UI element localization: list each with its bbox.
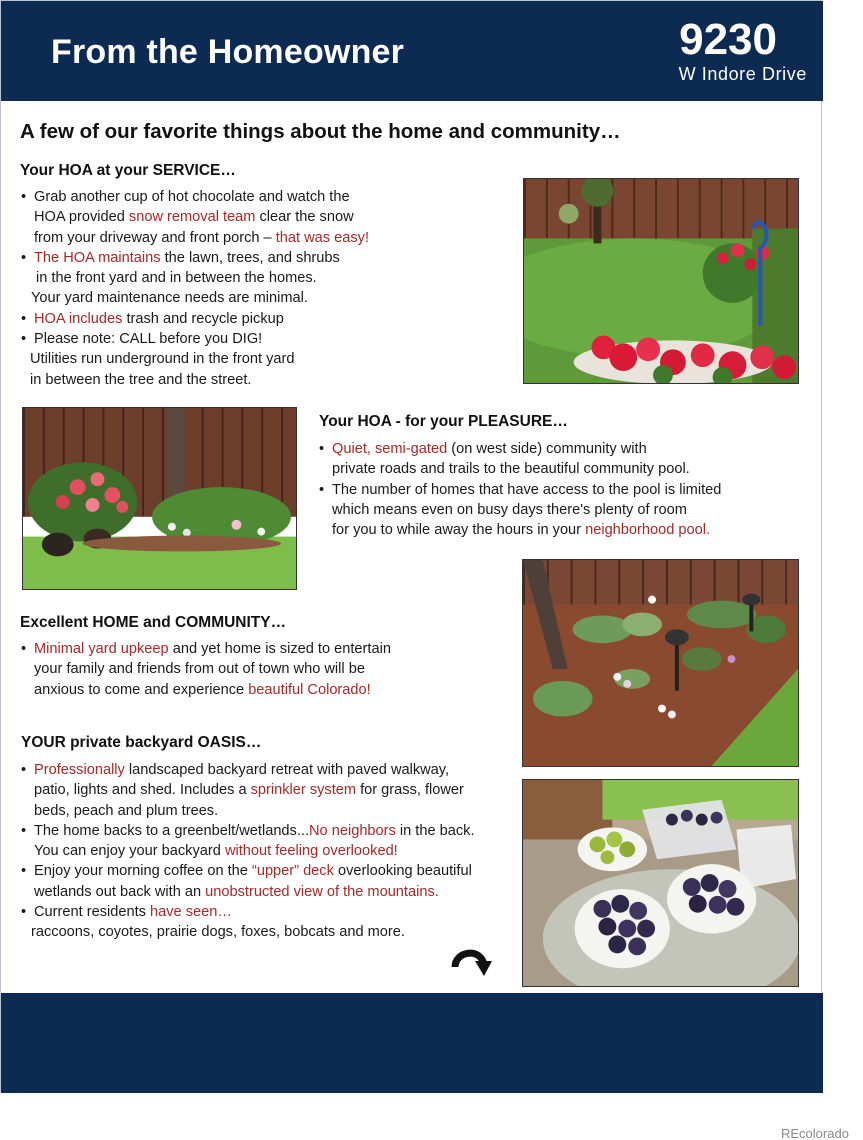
photo-side-garden [22,407,297,590]
page-title: From the Homeowner [51,33,405,71]
curved-arrow-down-icon [451,943,493,977]
list-item: • Please note: CALL before you DIG! Utilities run underground in the front yard in between the tree and the street. [20,329,510,390]
community-heading: Excellent HOME and COMMUNITY… [20,614,287,631]
community-list [20,639,510,700]
list-item: • Grab another cup of hot chocolate and watch the HOA provided snow removal team clear the snow from your driveway and front porch – that was easy! [20,187,510,248]
list-item: • Current residents have seen… raccoons, coyotes, prairie dogs, foxes, bobcats and more. [20,902,520,943]
list-item: • The number of homes that have access to the pool is limited which means even on busy days there's plenty of room for you to while away the hours in your neighborhood pool. [318,480,818,541]
list-item: • The home backs to a greenbelt/wetlands...No neighbors in the back. You can enjoy your backyard without feeling overlooked! [20,821,520,862]
list-item: • Minimal yard upkeep and yet home is sized to entertain your family and friends from out of town who will be anxious to come and experience beautiful Colorado! [20,639,510,700]
photo-flower-bed [522,559,799,767]
list-item: • The HOA maintains the lawn, trees, and shrubs in the front yard and in between the homes. Your yard maintenance needs are minimal. [20,248,510,309]
address-street: W Indore Drive [678,64,807,84]
photo-plum-harvest [522,779,799,987]
footer-banner [1,993,823,1093]
watermark-text: REcolorado [781,1126,849,1140]
service-heading: Your HOA at your SERVICE… [20,162,236,179]
list-item: • Quiet, semi-gated (on west side) community with private roads and trails to the beautiful community pool. [318,439,818,480]
oasis-list [20,760,520,943]
header-banner [1,1,823,101]
photo-front-garden [523,178,799,384]
list-item: • HOA includes trash and recycle pickup [20,309,510,329]
oasis-heading: YOUR private backyard OASIS… [21,734,262,751]
pleasure-list [318,439,818,540]
pleasure-heading: Your HOA - for your PLEASURE… [319,413,568,430]
address-number: 9230 [679,15,777,64]
list-item: • Professionally landscaped backyard retreat with paved walkway, patio, lights and shed. Includes a sprinkler system for grass, flower beds, peach and plum trees. [20,760,520,821]
service-list [20,187,510,390]
list-item: • Enjoy your morning coffee on the “upper” deck overlooking beautiful wetlands out back with an unobstructed view of the mountains. [20,861,520,902]
intro-heading: A few of our favorite things about the home and community… [20,120,621,143]
